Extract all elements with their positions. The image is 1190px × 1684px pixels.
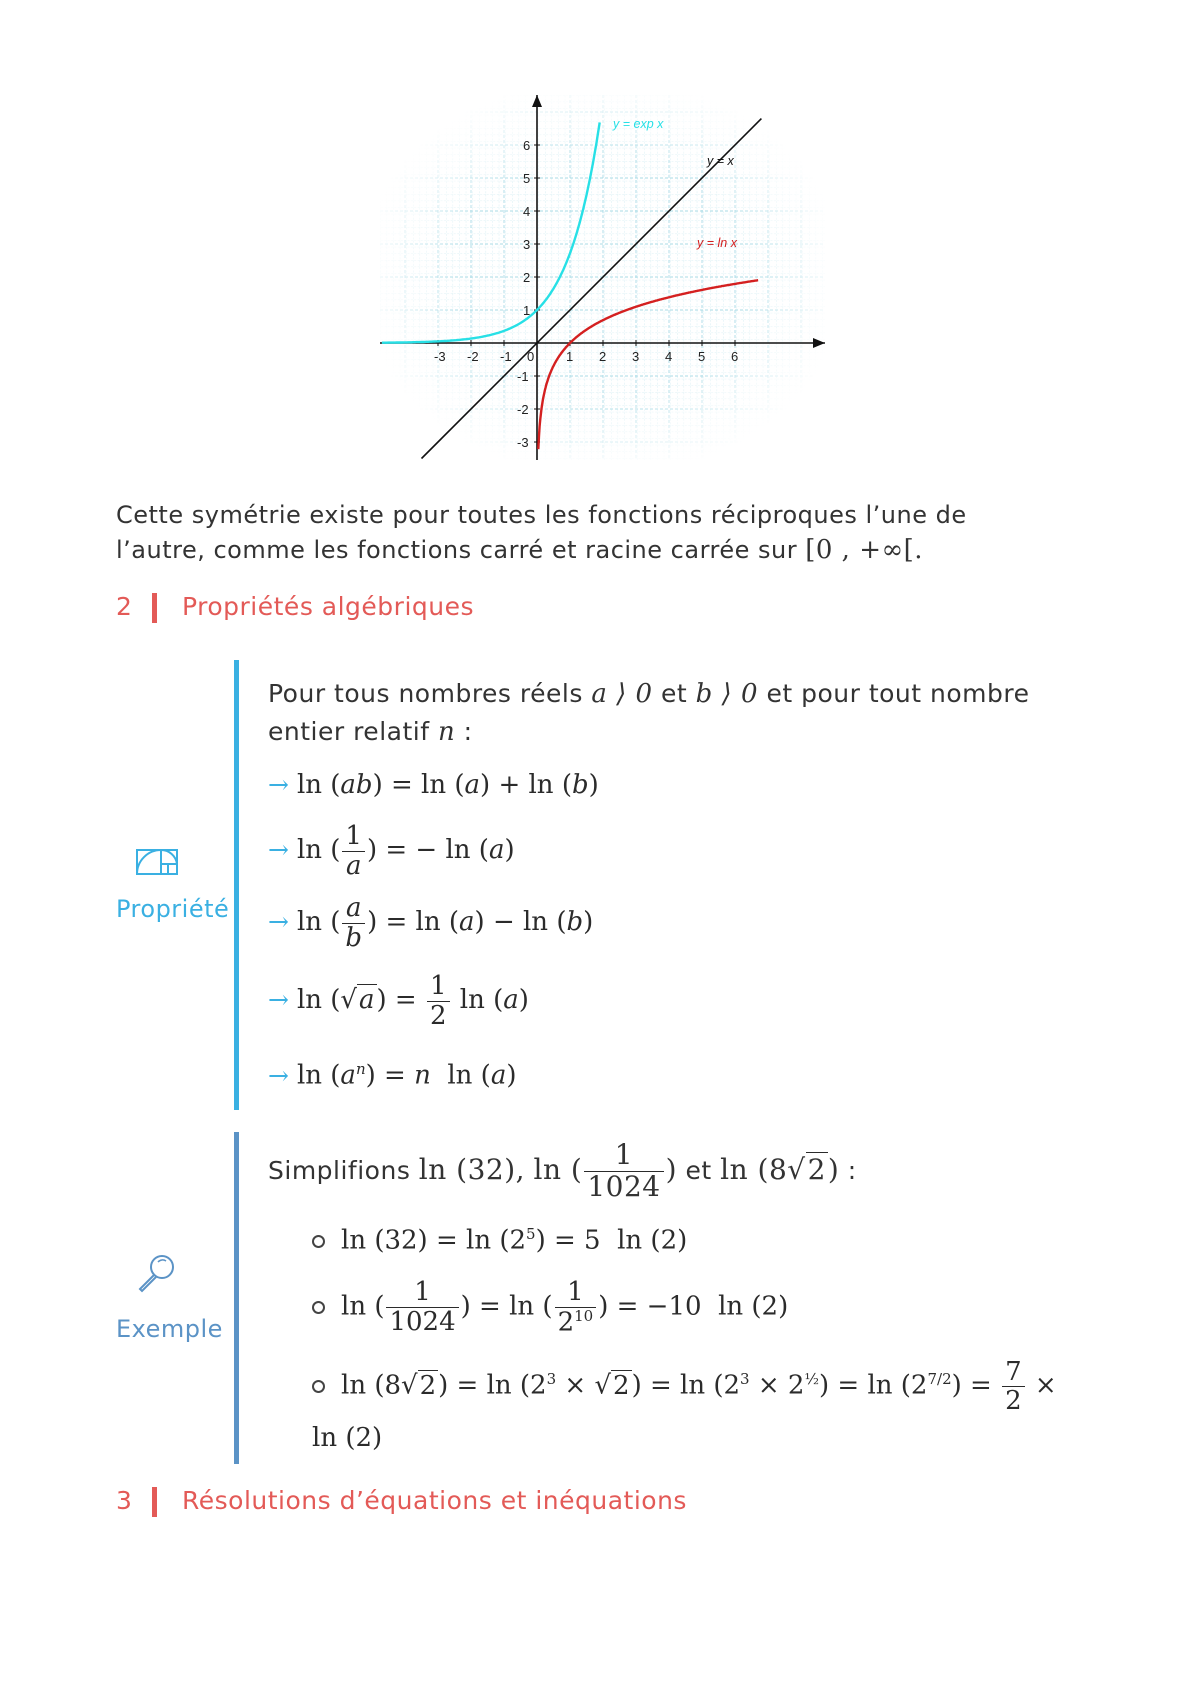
intro-cond-a: a ⟩ 0 [591,679,653,709]
arrow-icon: → [268,835,289,865]
y-tick-label: -2 [517,402,529,417]
intro-cond-b: b ⟩ 0 [695,679,758,709]
section-title: Résolutions d’équations et inéquations [182,1486,687,1515]
arrow-icon: → [268,985,289,1015]
bullet-icon [312,1380,325,1393]
x-tick-label: -1 [500,349,512,364]
symmetry-paragraph [116,498,1076,568]
formula-2: → ln ( $\frac{1}{a}$ ) = − ln (a) [268,821,515,881]
y-tick-label: 2 [523,270,531,285]
x-tick-label: 3 [632,349,640,364]
formula-5: → $\ln (a^n) = n$ ln (a) [268,1060,517,1091]
y-tick-label: 1 [523,303,531,318]
y-tick-label: -3 [517,435,529,450]
example-label: Exemple [116,1315,223,1343]
arrow-icon: → [268,1060,289,1090]
bullet-icon [312,1301,325,1314]
example-intro-word: Simplifions [268,1155,411,1185]
section-heading-2 [116,592,474,623]
section-bar [152,1487,157,1517]
x-tick-label: 5 [698,349,706,364]
intro-part-b: et pour tout nombre [766,679,1030,708]
y-tick-label: 5 [523,171,531,186]
section-title: Propriétés algébriques [182,592,475,621]
identity-label: y = x [707,154,734,168]
function-graph [380,95,825,460]
intro-n: n [437,717,456,747]
section-number: 2 [116,592,133,621]
example-bar [234,1132,239,1464]
x-tick-label: -2 [467,349,479,364]
section-heading-3 [116,1486,687,1517]
example-item-2: ln ( $\frac{1}{1024}$ ) = ln ( $\frac{1}{2^{10}}$ ) = −10 ln (2) [312,1278,788,1337]
property-bar [234,660,239,1110]
example-item-3: $\ln (8√2) = \ln (2^3 \times √2) = \ln (2^3 \times 2^{\frac{1}{2}}) = \ln (2^{7/2})$ = $\frac{7}{2}$ × ln (2) [312,1356,1057,1453]
y-tick-label: 6 [523,138,531,153]
formula-1: → ln (ab) = ln (a) + ln (b) [268,770,599,800]
intro-et: et [661,679,688,708]
ln-label: y = ln x [697,236,737,250]
example-item-1: $\ln (32) = \ln (2^5) = 5$ ln (2) [312,1225,687,1256]
golden-ratio-icon [135,848,179,876]
x-tick-label: 4 [665,349,673,364]
example-intro: Simplifions ln (32), ln ( $\frac{1}{1024}$ ) et ln (8√2) : [268,1138,857,1203]
example-intro-math-2: ln ( $\frac{1}{1024}$ ) [533,1138,678,1203]
x-tick-label: 1 [566,349,574,364]
property-intro [268,675,1088,751]
y-tick-label: 3 [523,237,531,252]
intro-part-c: entier relatif [268,717,430,746]
formula-4: → ln (√a) = $\frac{1}{2}$ ln (a) [268,971,529,1031]
x-tick-label: 6 [731,349,739,364]
example-intro-et: et [685,1155,712,1185]
section-number: 3 [116,1486,133,1515]
x-tick-label: 0 [527,349,535,364]
intro-colon: : [463,717,473,746]
bullet-icon [312,1235,325,1248]
paragraph-line-2: l’autre, comme les fonctions carré et racine carrée sur [116,536,798,564]
exp-label: y = exp x [613,117,664,131]
formula-3: → ln ( $\frac{a}{b}$ ) = ln (a) − ln (b) [268,893,594,953]
arrow-icon: → [268,907,289,937]
x-tick-label: -3 [434,349,446,364]
y-tick-label: 4 [523,204,531,219]
property-label: Propriété [116,895,230,923]
interval-math: [0 , +∞[. [805,535,924,565]
intro-part-a: Pour tous nombres réels [268,679,583,708]
paragraph-line-1: Cette symétrie existe pour toutes les fonctions réciproques l’une de [116,501,967,529]
example-intro-math-1: ln (32), [418,1152,526,1186]
x-tick-label: 2 [599,349,607,364]
y-tick-label: -1 [517,369,529,384]
section-bar [152,593,157,623]
example-intro-math-3: ln (8√2) [720,1152,840,1186]
magnifier-icon [135,1253,177,1295]
arrow-icon: → [268,770,289,799]
